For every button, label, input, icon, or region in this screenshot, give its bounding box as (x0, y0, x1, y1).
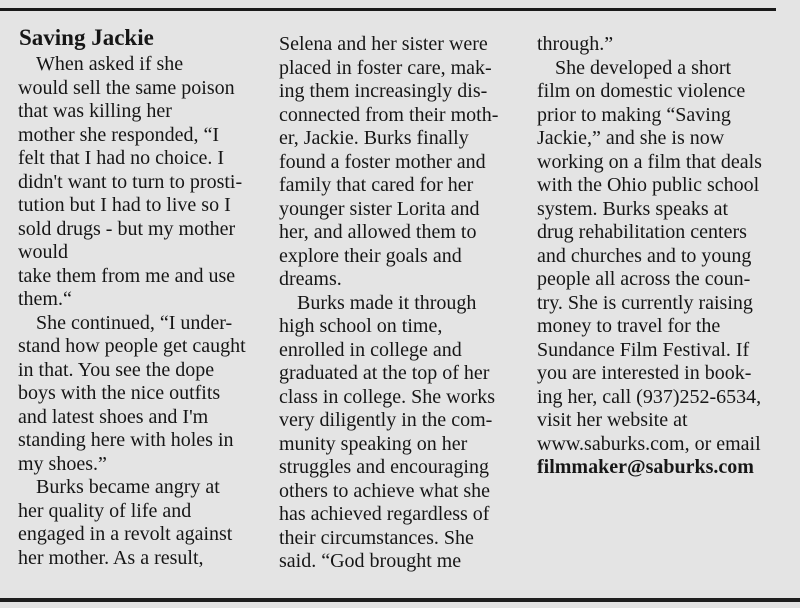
text-line: through.” (537, 33, 614, 55)
text-line: drug rehabilitation centers (537, 221, 747, 243)
bottom-rule (0, 598, 800, 602)
text-line: in that. You see the dope (18, 358, 215, 381)
text-line: take them from me and use (18, 264, 236, 287)
text-line: mother she responded, “I (18, 123, 220, 146)
text-line: very diligently in the com- (279, 409, 493, 431)
text-line: her, and allowed them to (279, 221, 477, 243)
text-line: Selena and her sister were (279, 33, 488, 55)
text-line: connected from their moth- (279, 103, 499, 126)
text-line: would sell the same poison (18, 76, 235, 99)
text-line: found a foster mother and (279, 150, 486, 173)
email-address: filmmaker@saburks.com (537, 456, 754, 478)
text-line: people all across the coun- (537, 268, 751, 290)
text-line: film on domestic violence (537, 80, 746, 102)
text-line: working on a film that deals (537, 150, 762, 173)
text-line: didn't want to turn to prosti- (18, 170, 243, 193)
text-line: stand how people get caught (18, 335, 246, 357)
text-line: visit her website at (537, 409, 688, 431)
text-line: Sundance Film Festival. If (537, 338, 750, 361)
text-line: with the Ohio public school (537, 174, 760, 196)
text-line: has achieved regardless of (279, 503, 490, 525)
text-line: struggles and encouraging (279, 456, 489, 478)
text-line: and churches and to young (537, 244, 752, 267)
text-line: She developed a short (555, 56, 732, 79)
text-line: ing them increasingly dis- (279, 80, 488, 102)
text-line: and latest shoes and I'm (18, 405, 209, 428)
text-line: you are interested in book- (537, 362, 752, 384)
text-line: others to achieve what she (279, 479, 491, 502)
text-line: class in college. She works (279, 385, 496, 408)
text-line: She continued, “I under- (36, 311, 233, 334)
text-line: her mother. As a result, (18, 546, 204, 569)
text-line: engaged in a revolt against (18, 523, 233, 545)
article-column-3 (537, 33, 787, 480)
text-line: tution but I had to live so I (18, 194, 231, 216)
top-rule (0, 8, 776, 11)
text-line: younger sister Lorita and (279, 197, 480, 220)
text-line: felt that I had no choice. I (18, 147, 225, 169)
article-headline: Saving Jackie (19, 25, 154, 50)
text-line: her quality of life and (18, 499, 192, 522)
text-line: money to travel for the (537, 315, 721, 337)
text-line: them.“ (18, 288, 72, 310)
article-column-1 (18, 53, 262, 570)
text-line: prior to making “Saving (537, 103, 731, 126)
text-line: graduated at the top of her (279, 362, 490, 384)
text-line: enrolled in college and (279, 338, 462, 361)
text-line: system. Burks speaks at (537, 197, 729, 220)
text-line: dreams. (279, 268, 342, 290)
text-line: would (18, 241, 68, 263)
text-line: Jackie,” and she is now (537, 127, 725, 149)
text-line: try. She is currently raising (537, 291, 753, 314)
text-line: that was killing her (18, 100, 172, 122)
text-line: www.saburks.com, or email (537, 432, 761, 455)
text-line: their circumstances. She (279, 526, 474, 549)
text-line: family that cared for her (279, 174, 474, 196)
text-line: When asked if she (36, 53, 184, 75)
text-line: munity speaking on her (279, 432, 468, 455)
text-line: my shoes.” (18, 452, 107, 475)
text-line: standing here with holes in (18, 429, 234, 451)
article-column-2 (279, 33, 519, 574)
text-line: said. “God brought me (279, 550, 462, 572)
text-line: er, Jackie. Burks finally (279, 127, 469, 149)
text-line: Burks made it through (297, 291, 477, 314)
text-line: high school on time, (279, 315, 443, 337)
text-line: explore their goals and (279, 244, 462, 267)
text-line: placed in foster care, mak- (279, 56, 492, 79)
text-line: Burks became angry at (36, 476, 220, 498)
text-line: boys with the nice outfits (18, 382, 221, 404)
text-line: sold drugs - but my mother (18, 217, 236, 240)
text-line: ing her, call (937)252-6534, (537, 385, 762, 408)
